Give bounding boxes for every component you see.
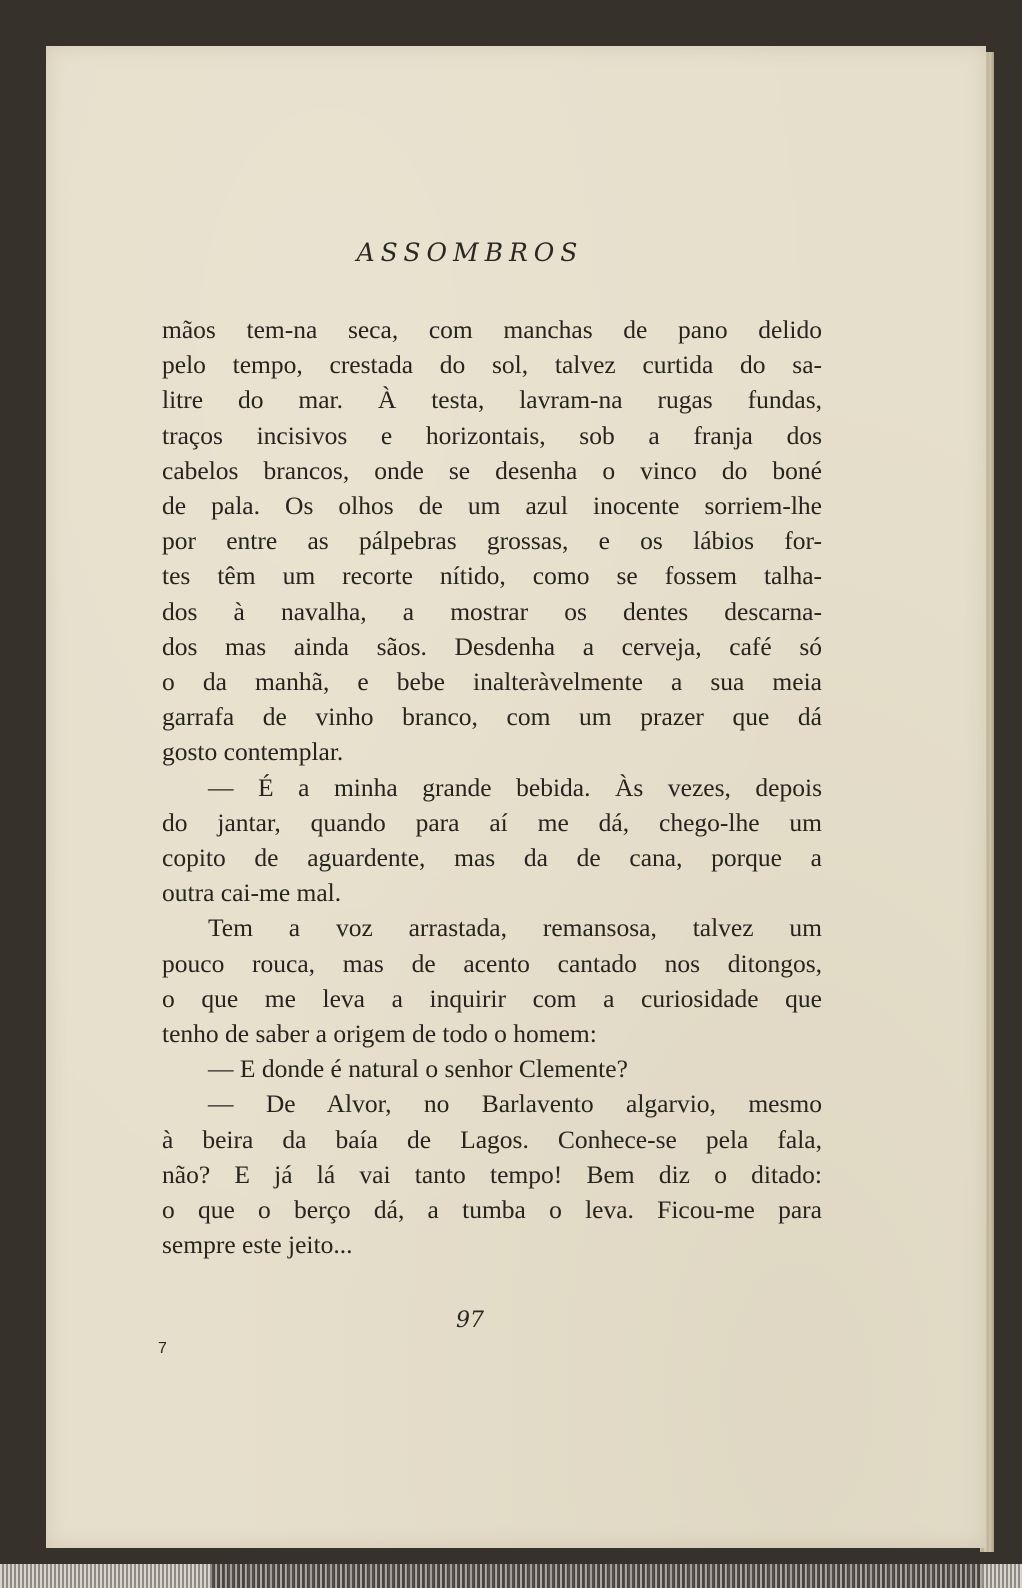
text-line: à beira da baía de Lagos. Conhece-se pela fala, <box>162 1124 822 1154</box>
text-line: o da manhã, e bebe inalteràvelmente a sua meia <box>162 667 822 697</box>
text-line: de pala. Os olhos de um azul inocente sorriem-lhe <box>162 491 822 521</box>
text-line: tenho de saber a origem de todo o homem: <box>162 1019 597 1049</box>
running-head: ASSOMBROS <box>356 238 584 267</box>
text-line: não? E já lá vai tanto tempo! Bem diz o ditado: <box>162 1159 822 1189</box>
text-line: pelo tempo, crestada do sol, talvez curtida do sa- <box>162 350 822 380</box>
text-line: do jantar, quando para aí me dá, chego-lhe um <box>162 807 822 837</box>
text-line: litre do mar. À testa, lavram-na rugas fundas, <box>162 385 822 415</box>
text-line: garrafa de vinho branco, com um prazer que dá <box>162 702 822 732</box>
text-line: outra cai-me mal. <box>162 878 342 908</box>
text-line: o que o berço dá, a tumba o leva. Ficou-me para <box>162 1195 822 1225</box>
body-text <box>162 312 822 1262</box>
text-line: dos à navalha, a mostrar os dentes descarna- <box>162 596 822 626</box>
book-page <box>46 46 986 1548</box>
text-line: Tem a voz arrastada, remansosa, talvez um <box>208 913 822 943</box>
text-line: — De Alvor, no Barlavento algarvio, mesmo <box>208 1089 822 1119</box>
text-line: gosto contemplar. <box>162 737 344 767</box>
text-line: sempre este jeito... <box>162 1230 353 1260</box>
text-line: mãos tem-na seca, com manchas de pano delido <box>162 315 822 344</box>
scale-ruler-dark-segment <box>212 1564 982 1588</box>
text-line: dos mas ainda sãos. Desdenha a cerveja, café só <box>162 631 822 661</box>
text-line: — E donde é natural o senhor Clemente? <box>208 1054 628 1084</box>
page-number: 97 <box>456 1308 484 1333</box>
text-line: o que me leva a inquirir com a curiosidade que <box>162 983 822 1013</box>
text-line: — É a minha grande bebida. Às vezes, depois <box>208 772 822 802</box>
text-line: traços incisivos e horizontais, sob a franja dos <box>162 420 822 450</box>
text-line: cabelos brancos, onde se desenha o vinco do boné <box>162 455 822 485</box>
signature-mark: 7 <box>158 1340 167 1357</box>
text-line: copito de aguardente, mas da de cana, porque a <box>162 843 822 873</box>
text-line: por entre as pálpebras grossas, e os lábios for- <box>162 526 822 556</box>
text-line: pouco rouca, mas de acento cantado nos ditongos, <box>162 948 822 978</box>
text-line: tes têm um recorte nítido, como se fossem talha- <box>162 561 822 591</box>
